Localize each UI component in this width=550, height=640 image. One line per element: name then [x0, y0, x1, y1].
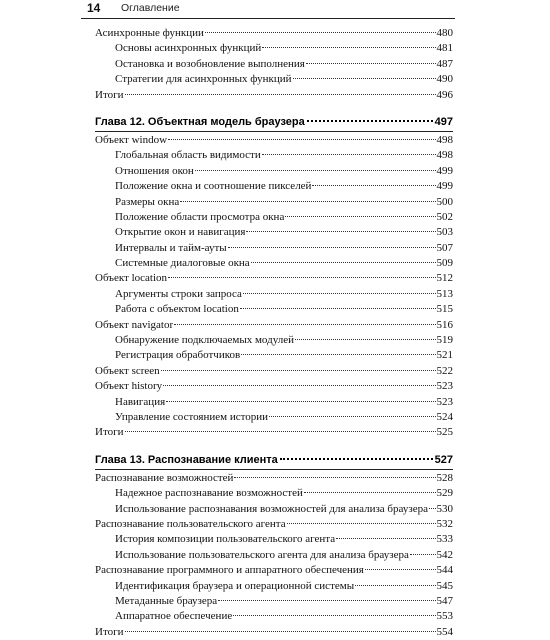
entry-page-number: 502 [436, 210, 453, 223]
entry-page-number: 499 [436, 164, 453, 177]
toc-subentry[interactable] [95, 302, 453, 317]
dot-leader [205, 32, 436, 33]
entry-page-number: 500 [436, 195, 453, 208]
dot-leader [174, 324, 435, 325]
entry-title: Основы асинхронных функций [115, 42, 262, 55]
toc-entry[interactable] [95, 625, 453, 640]
chapter-heading[interactable] [95, 113, 453, 131]
entry-title: Управление состоянием истории [115, 410, 269, 423]
entry-page-number: 523 [436, 380, 453, 393]
entry-page-number: 523 [436, 395, 453, 408]
dot-leader [218, 600, 435, 601]
chapter-heading[interactable] [95, 451, 453, 469]
dot-leader [280, 458, 433, 460]
entry-title: Глобальная область видимости [115, 149, 261, 162]
entry-title: Положение окна и соотношение пикселей [115, 180, 312, 193]
toc-subentry[interactable] [95, 333, 453, 348]
entry-page-number: 554 [436, 625, 453, 638]
entry-title: Работа с объектом location [115, 303, 239, 316]
entry-page-number: 544 [436, 564, 453, 577]
toc-subentry[interactable] [95, 594, 453, 609]
dot-leader [233, 615, 435, 616]
toc-subentry[interactable] [95, 502, 453, 517]
entry-page-number: 529 [436, 487, 453, 500]
toc-subentry[interactable] [95, 579, 453, 594]
dot-leader [269, 416, 435, 417]
dot-leader [161, 370, 436, 371]
toc-subentry[interactable] [95, 241, 453, 256]
toc-entry[interactable] [95, 88, 453, 103]
dot-leader [365, 569, 436, 570]
entry-title: Регистрация обработчиков [115, 349, 241, 362]
dot-leader [295, 339, 436, 340]
toc-subentry[interactable] [95, 72, 453, 87]
entry-title: Распознавание пользовательского агента [95, 517, 286, 530]
entry-title: Открытие окон и навигация [115, 226, 246, 239]
entry-page-number: 498 [436, 133, 453, 146]
entry-page-number: 530 [436, 502, 453, 515]
entry-page-number: 480 [436, 27, 453, 39]
running-header [81, 0, 455, 19]
dot-leader [125, 431, 436, 432]
dot-leader [243, 293, 436, 294]
entry-page-number: 542 [436, 548, 453, 561]
entry-title: Использование распознавания возможностей для анализа браузера [115, 502, 428, 515]
dot-leader [307, 120, 433, 122]
entry-page-number: 498 [436, 149, 453, 162]
toc-entry[interactable] [95, 133, 453, 148]
entry-title: Аппаратное обеспечение [115, 610, 233, 623]
entry-title: Метаданные браузера [115, 594, 218, 607]
toc-subentry[interactable] [95, 348, 453, 363]
entry-page-number: 503 [436, 226, 453, 239]
entry-page-number: 522 [436, 364, 453, 377]
entry-page-number: 528 [436, 471, 453, 484]
section-spacer [95, 441, 453, 451]
dot-leader [293, 78, 436, 79]
toc-subentry[interactable] [95, 148, 453, 163]
toc-subentry[interactable] [95, 57, 453, 72]
dot-leader [246, 231, 435, 232]
entry-title: Аргументы строки запроса [115, 287, 242, 300]
entry-title: Отношения окон [115, 164, 194, 177]
entry-page-number: 496 [436, 88, 453, 101]
dot-leader [168, 277, 435, 278]
entry-title: Стратегии для асинхронных функций [115, 73, 292, 86]
dot-leader [410, 554, 436, 555]
page-number: 14 [87, 1, 101, 15]
toc-subentry[interactable] [95, 532, 453, 547]
dot-leader [287, 523, 436, 524]
toc-entry[interactable] [95, 471, 453, 486]
toc-subentry[interactable] [95, 609, 453, 624]
dot-leader [336, 538, 435, 539]
section-spacer [95, 103, 453, 113]
chapter-title: Глава 13. Распознавание клиента [95, 453, 278, 466]
entry-title: Объект screen [95, 364, 160, 377]
entry-page-number: 507 [436, 241, 453, 254]
dot-leader [125, 94, 436, 95]
dot-leader [241, 354, 435, 355]
entry-title: Итоги [95, 426, 124, 439]
chapter-rule [95, 469, 453, 470]
toc-subentry[interactable] [95, 410, 453, 425]
entry-title: Объект navigator [95, 318, 174, 331]
chapter-page-number: 527 [434, 453, 453, 466]
dot-leader [262, 47, 435, 48]
entry-title: Размеры окна [115, 195, 180, 208]
dot-leader [125, 631, 436, 632]
entry-page-number: 515 [436, 303, 453, 316]
chapter-rule [95, 131, 453, 132]
entry-title: Асинхронные функции [95, 27, 204, 39]
entry-title: Интервалы и тайм-ауты [115, 241, 227, 254]
entry-title: Итоги [95, 88, 124, 101]
entry-page-number: 499 [436, 180, 453, 193]
entry-title: Объект history [95, 380, 163, 393]
toc-entry[interactable] [95, 517, 453, 532]
dot-leader [312, 185, 435, 186]
table-of-contents [95, 26, 453, 640]
dot-leader [168, 139, 435, 140]
toc-subentry[interactable] [95, 179, 453, 194]
entry-title: Навигация [115, 395, 166, 408]
entry-page-number: 521 [436, 349, 453, 362]
dot-leader [285, 216, 435, 217]
entry-page-number: 481 [436, 42, 453, 55]
dot-leader [228, 247, 436, 248]
running-header-title: Оглавление [121, 2, 180, 14]
toc-subentry[interactable] [95, 287, 453, 302]
dot-leader [429, 508, 436, 509]
toc-entry[interactable] [95, 26, 453, 41]
entry-page-number: 487 [436, 57, 453, 70]
entry-page-number: 513 [436, 287, 453, 300]
chapter-page-number: 497 [434, 115, 453, 128]
toc-entry[interactable] [95, 563, 453, 578]
dot-leader [251, 262, 436, 263]
toc-entry[interactable] [95, 364, 453, 379]
entry-title: Положение области просмотра окна [115, 210, 285, 223]
dot-leader [234, 477, 435, 478]
toc-subentry[interactable] [95, 395, 453, 410]
entry-title: Идентификация браузера и операционной системы [115, 579, 355, 592]
toc-entry[interactable] [95, 379, 453, 394]
toc-entry[interactable] [95, 271, 453, 286]
entry-page-number: 545 [436, 579, 453, 592]
entry-page-number: 519 [436, 334, 453, 347]
toc-entry[interactable] [95, 318, 453, 333]
entry-page-number: 516 [436, 318, 453, 331]
entry-title: Объект location [95, 272, 168, 285]
entry-title: Остановка и возобновление выполнения [115, 57, 305, 70]
toc-subentry[interactable] [95, 486, 453, 501]
toc-subentry[interactable] [95, 41, 453, 56]
entry-page-number: 525 [436, 426, 453, 439]
toc-subentry[interactable] [95, 210, 453, 225]
dot-leader [195, 170, 436, 171]
entry-title: История композиции пользовательского агента [115, 533, 336, 546]
dot-leader [262, 154, 436, 155]
entry-title: Объект window [95, 133, 168, 146]
chapter-title: Глава 12. Объектная модель браузера [95, 115, 305, 128]
entry-page-number: 553 [436, 610, 453, 623]
dot-leader [355, 585, 435, 586]
entry-page-number: 532 [436, 517, 453, 530]
dot-leader [240, 308, 436, 309]
toc-subentry[interactable] [95, 225, 453, 240]
entry-title: Надежное распознавание возможностей [115, 487, 303, 500]
entry-page-number: 524 [436, 410, 453, 423]
dot-leader [166, 401, 435, 402]
entry-page-number: 547 [436, 594, 453, 607]
entry-title: Обнаружение подключаемых модулей [115, 334, 294, 347]
dot-leader [180, 201, 435, 202]
entry-title: Распознавание программного и аппаратного обеспечения [95, 564, 364, 577]
dot-leader [306, 63, 436, 64]
toc-entry[interactable] [95, 425, 453, 440]
entry-title: Распознавание возможностей [95, 471, 234, 484]
entry-page-number: 509 [436, 257, 453, 270]
toc-subentry[interactable] [95, 195, 453, 210]
toc-subentry[interactable] [95, 548, 453, 563]
entry-page-number: 490 [436, 73, 453, 86]
entry-title: Системные диалоговые окна [115, 257, 250, 270]
dot-leader [163, 385, 435, 386]
entry-title: Итоги [95, 625, 124, 638]
toc-subentry[interactable] [95, 256, 453, 271]
dot-leader [304, 492, 436, 493]
toc-subentry[interactable] [95, 164, 453, 179]
entry-title: Использование пользовательского агента для анализа браузера [115, 548, 409, 561]
entry-page-number: 533 [436, 533, 453, 546]
entry-page-number: 512 [436, 272, 453, 285]
